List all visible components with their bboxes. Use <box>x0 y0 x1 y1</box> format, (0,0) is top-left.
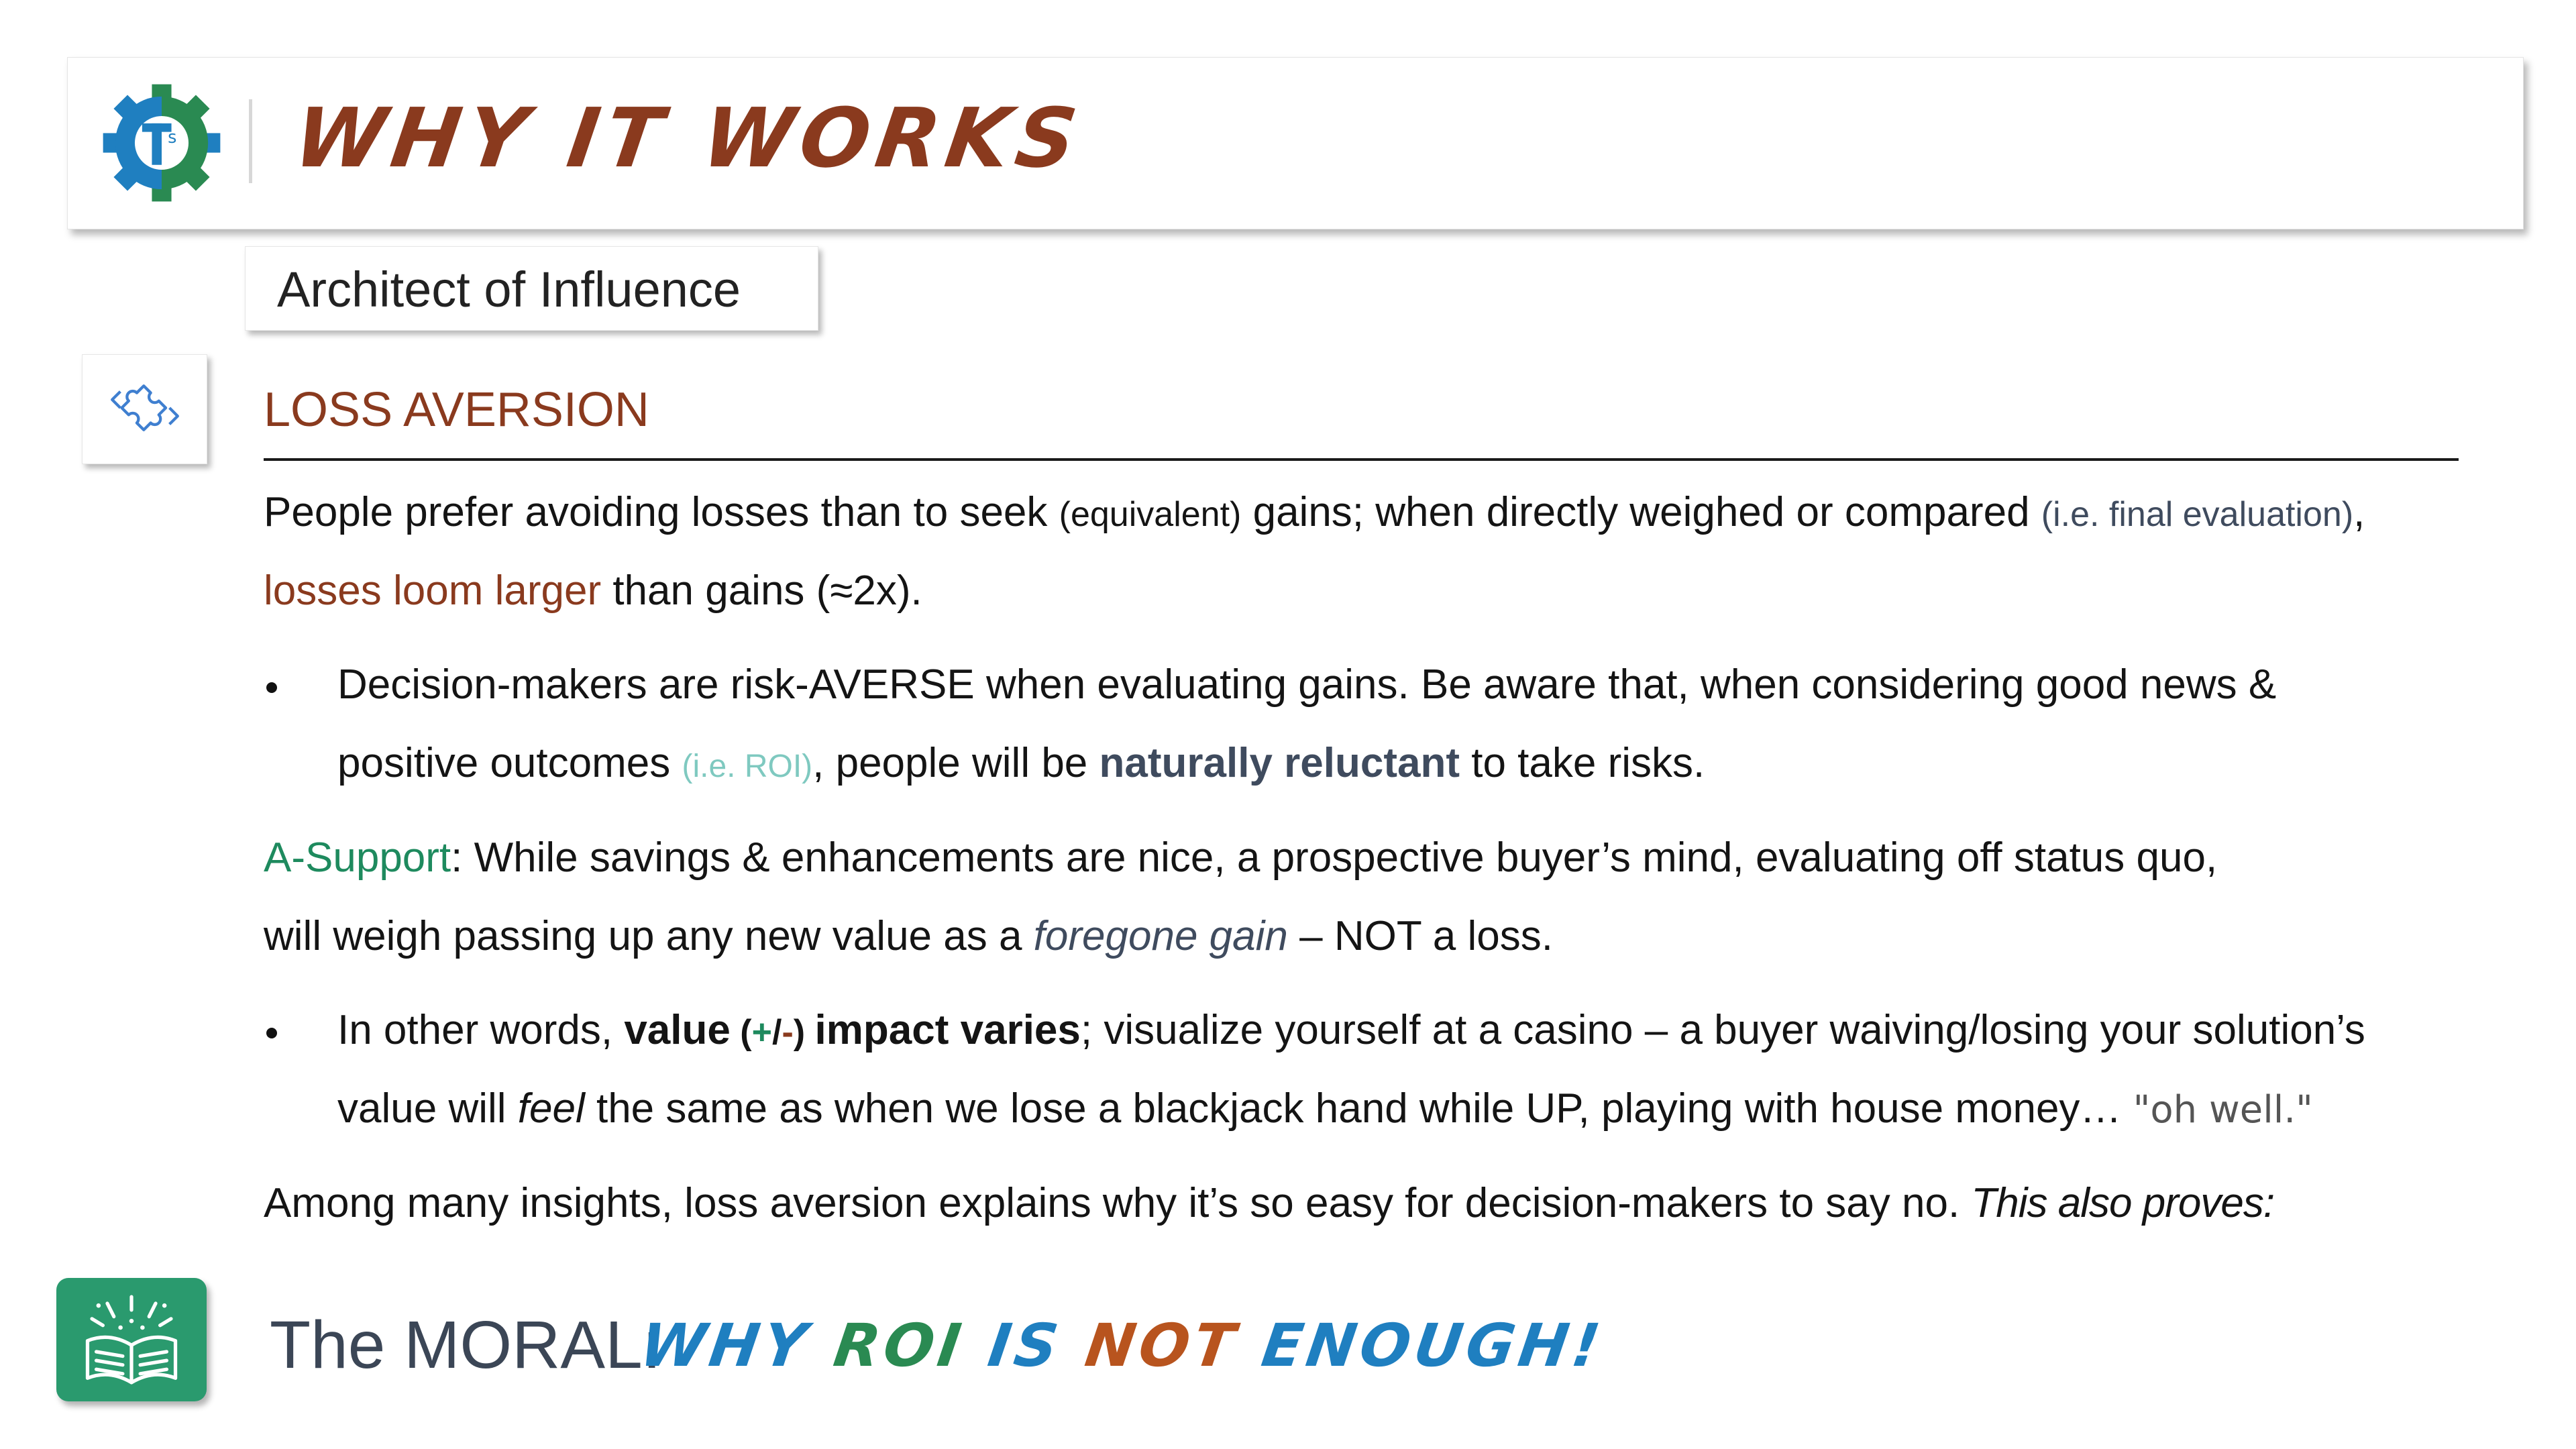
text-span: value will <box>337 1085 518 1132</box>
text-span: positive outcomes <box>337 740 682 786</box>
moral-statement <box>635 1311 1609 1380</box>
text-span: Among many insights, loss aversion explains why it’s so easy for decision-makers to say no. <box>264 1180 1972 1226</box>
minus-sign: - <box>782 1013 794 1052</box>
moral-label: The MORAL: <box>270 1307 661 1383</box>
subtitle: Architect of Influence <box>277 262 741 317</box>
bullet-line <box>337 661 2277 708</box>
paragraph-line <box>264 837 2217 879</box>
text-span: , people will be <box>812 740 1099 786</box>
equivalent-note: (equivalent) <box>1059 495 1242 534</box>
text-span: the same as when we lose a blackjack hand while UP, playing with house money… <box>584 1085 2133 1132</box>
gear-logo-icon <box>101 82 223 204</box>
impact-varies: impact varies <box>814 1007 1081 1053</box>
text-span: – NOT a loss. <box>1287 913 1553 959</box>
text-span: to take risks. <box>1460 740 1705 786</box>
moral-word: WHY <box>635 1311 815 1380</box>
text-span: : While savings & enhancements are nice, a prospective buyer’s mind, evaluating off status quo, <box>451 835 2218 881</box>
text-span: ( <box>730 1013 752 1052</box>
bullet-line <box>337 1007 2365 1053</box>
oh-well-quote: "oh well." <box>2133 1088 2313 1132</box>
text-span: ; visualize yourself at a casino – a buyer waiving/losing your solution’s <box>1080 1007 2365 1053</box>
section-divider <box>264 458 2459 461</box>
text-span: , <box>2353 489 2365 535</box>
losses-loom-larger: losses loom larger <box>264 568 602 614</box>
moral-word: ROI <box>829 1311 969 1380</box>
open-book-icon <box>76 1288 186 1391</box>
paragraph-line <box>264 913 1553 959</box>
bullet-dot <box>266 1028 277 1038</box>
bullet-dot <box>266 682 277 693</box>
text-span: ) <box>793 1013 815 1052</box>
moral-word: IS <box>983 1311 1067 1380</box>
text-span: Decision-makers are risk-AVERSE when evaluating gains. Be aware that, when considering good news & <box>337 661 2277 708</box>
text-span: than gains (≈2x). <box>601 568 922 614</box>
paragraph-line <box>264 489 2365 535</box>
paragraph-line <box>264 570 922 612</box>
moral-word: ENOUGH! <box>1257 1311 1609 1380</box>
roi-note: (i.e. ROI) <box>682 749 813 784</box>
text-span: People prefer avoiding losses than to seek <box>264 489 1059 535</box>
bullet-line <box>337 1085 2313 1132</box>
final-evaluation-note: (i.e. final evaluation) <box>2041 495 2354 534</box>
value-strong: value <box>624 1007 731 1053</box>
slash: / <box>772 1013 782 1052</box>
page-title: WHY IT WORKS <box>288 91 1089 186</box>
svg-text:s: s <box>168 127 177 148</box>
paragraph-line <box>264 1180 2275 1226</box>
plus-sign: + <box>751 1013 772 1052</box>
moral-word: NOT <box>1081 1311 1243 1380</box>
bullet-line <box>337 740 1705 786</box>
this-also-proves: This also proves: <box>1971 1180 2275 1226</box>
text-span: will weigh passing up any new value as a <box>264 913 1034 959</box>
foregone-gain: foregone gain <box>1033 913 1288 959</box>
text-span: gains; when directly weighed or compared <box>1241 489 2041 535</box>
a-support-label: A-Support <box>264 835 451 881</box>
header-divider <box>249 99 252 183</box>
puzzle-icon <box>104 367 186 449</box>
text-span: In other words, <box>337 1007 625 1053</box>
section-heading: LOSS AVERSION <box>264 383 649 437</box>
feel-emphasis: feel <box>517 1085 585 1132</box>
naturally-reluctant: naturally reluctant <box>1099 740 1460 786</box>
